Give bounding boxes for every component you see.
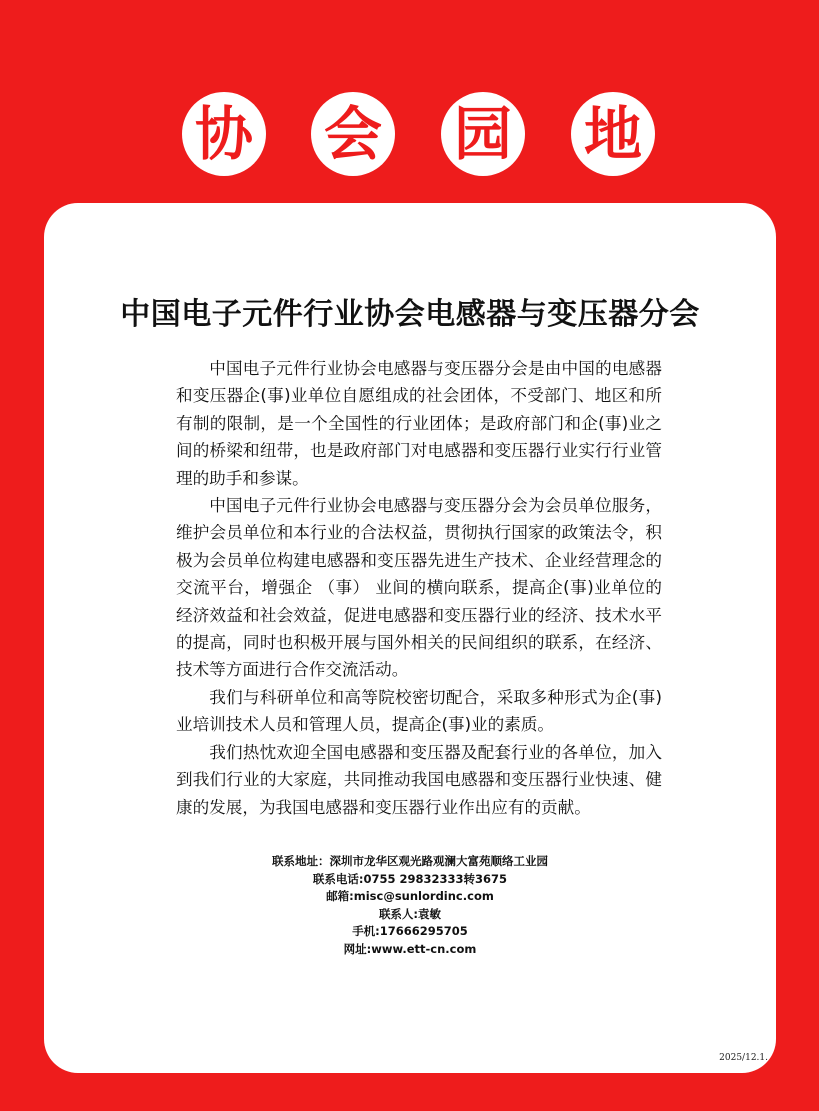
contact-address: 联系地址：深圳市龙华区观光路观澜大富苑顺络工业园: [272, 854, 548, 868]
content-panel: [44, 203, 776, 1073]
intro-body: [176, 355, 662, 821]
logo-char-hui: 会: [323, 100, 382, 168]
contact-email: 邮箱:misc@sunlordinc.com: [326, 889, 494, 903]
contact-block: [44, 853, 776, 958]
contact-phone: 联系电话:0755 29832333转3675: [312, 871, 508, 886]
contact-person: 联系人:袁敏: [378, 906, 442, 921]
logo-char-xie: 协: [194, 100, 253, 168]
page-title: 中国电子元件行业协会电感器与变压器分会: [120, 297, 700, 332]
issue-date: 2025/12.1.: [719, 1053, 768, 1063]
contact-website: 网址:www.ett-cn.com: [343, 941, 477, 956]
contact-mobile: 手机:17666295705: [352, 924, 468, 938]
logo-circle-1: [182, 92, 266, 176]
logo-char-yuan: 园: [453, 100, 512, 168]
logo-circle-3: [441, 92, 525, 176]
paragraph-3: 我们与科研单位和高等院校密切配合，采取多种形式为企(事)业培训技术人员和管理人员，提高企(事)业的素质。: [176, 687, 662, 735]
logo-circle-2: [311, 92, 395, 176]
logo-char-di: 地: [583, 100, 642, 168]
header-banner: [0, 0, 819, 205]
paragraph-2: 中国电子元件行业协会电感器与变压器分会为会员单位服务，维护会员单位和本行业的合法权益，贯彻执行国家的政策法令，积极为会员单位构建电感器和变压器先进生产技术、企业经营理念的交流平台，增强企 （事） 业间的横向联系，提高企(事)业单位的经济效益和社会效益，促进电感器和变压器行业的经济、技术水平的提高，同时也积极开展与国外相关的民间组织的联系，在经济、技术等方面进行合作交流活动。: [176, 496, 662, 680]
paragraph-1: 中国电子元件行业协会电感器与变压器分会是由中国的电感器和变压器企(事)业单位自愿组成的社会团体，不受部门、地区和所有制的限制，是一个全国性的行业团体；是政府部门和企(事)业之间的桥梁和纽带，也是政府部门对电感器和变压器行业实行行业管理的助手和参谋。: [176, 359, 662, 488]
logo-circle-4: [571, 92, 655, 176]
paragraph-4: 我们热忱欢迎全国电感器和变压器及配套行业的各单位，加入到我们行业的大家庭，共同推动我国电感器和变压器行业快速、健康的发展，为我国电感器和变压器行业作出应有的贡献。: [176, 742, 662, 817]
